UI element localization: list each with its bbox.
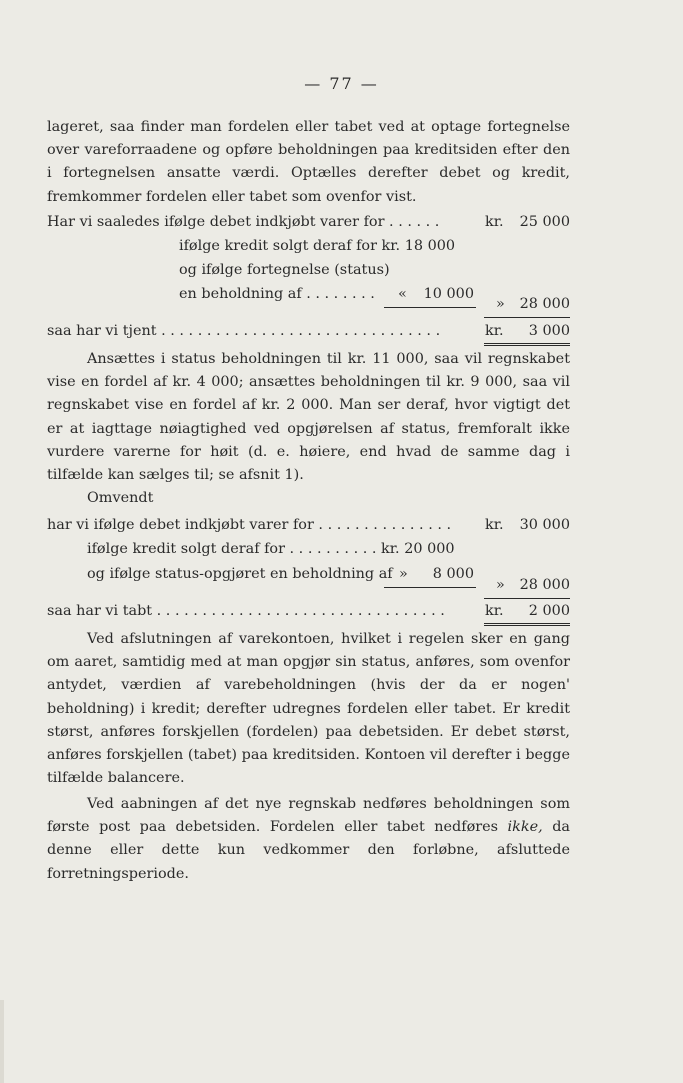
ex2-result: saa har vi tabt . . . . . . . . . . . . . . . . . . . . . . . . . . . . . . . .	[47, 603, 445, 619]
ex1-line-1: Har vi saaledes ifølge debet indkjøbt varer for . . . . . .	[47, 214, 440, 230]
ex1-line-2: ifølge kredit solgt deraf for kr. 18 000	[179, 238, 456, 254]
ex2-result-double-rule	[484, 623, 570, 626]
ex2-line-3-amount: 8 000	[432, 566, 474, 582]
paragraph-2-text: Ansættes i status beholdningen til kr. 11 000, saa vil regnskabet vise en fordel af kr. 4 000; ansættes beholdningen til kr. 9 000, saa vil regnskabet vise en fordel af kr. 2 000. Man ser deraf, hvor vigtigt det er at iagttage nøiagtighed ved opgjørelsen af status, fremforalt ikke vurdere varerne for høit (d. e. høiere, end hvad de samme dag i tilfælde kan sælges til; se afsnit 1).	[47, 351, 570, 484]
ex2-line-1-amount: 30 000	[519, 517, 570, 533]
ex2-line-1: har vi ifølge debet indkjøbt varer for . . . . . . . . . . . . . . .	[47, 517, 452, 533]
paragraph-4-part-b: da denne eller dette kun vedkommer den forløbne, afsluttede forretningsperiode.	[47, 819, 571, 882]
omvendt-label: Omvendt	[87, 490, 154, 507]
ex1-line-4: en beholdning af . . . . . . . .	[179, 286, 375, 302]
paragraph-1-text: lageret, saa finder man fordelen eller tabet ved at optage fortegnelse over vareforraadene og opføre beholdningen paa kreditsiden efter den i fortegnelsen ansatte værdi. Optælles derefter debet og kredit, fremkommer fordelen eller tabet som ovenfor vist.	[47, 119, 570, 205]
page-edge-shadow	[0, 1000, 4, 1083]
ex1-result-amount: 3 000	[528, 323, 570, 339]
ex1-sum-rule	[484, 317, 570, 318]
ex1-line-4-amount: 10 000	[423, 286, 474, 302]
ex1-line-3: og ifølge fortegnelse (status)	[179, 262, 390, 278]
ex2-sum-amount: 28 000	[519, 577, 570, 593]
paragraph-3-text: Ved afslutningen af varekontoen, hvilket i regelen sker en gang om aaret, samtidig med at man opgjør sin status, anføres, som ovenfor antydet, værdien af varebeholdningen (hvis der da er nogen' beholdning) i kredit; derefter udregnes fordelen eller tabet. Er kredit størst, anføres forskjellen (fordelen) paa debetsiden. Er debet størst, anføres forskjellen (tabet) paa kreditsiden. Kontoen vil derefter i begge tilfælde balancere.	[47, 631, 570, 787]
ex2-subtotal-rule	[384, 587, 476, 588]
ex1-sum-quote: »	[496, 296, 505, 312]
ex1-result-double-rule	[484, 343, 570, 346]
ex2-sum-quote: »	[496, 577, 505, 593]
ex2-line-1-kr: kr.	[485, 517, 504, 533]
paragraph-4	[47, 793, 570, 886]
ex2-line-2: ifølge kredit solgt deraf for . . . . . . . . . . kr. 20 000	[87, 541, 455, 557]
ex2-line-3: og ifølge status-opgjøret en beholdning af	[87, 566, 393, 582]
ex1-sum-amount: 28 000	[519, 296, 570, 312]
ex1-result-kr: kr.	[485, 323, 504, 339]
ex2-line-3-quote: »	[399, 566, 408, 582]
paragraph-4-text	[47, 793, 570, 886]
ex1-result: saa har vi tjent . . . . . . . . . . . . . . . . . . . . . . . . . . . . . . .	[47, 323, 441, 339]
page-number: — 77 —	[304, 74, 379, 93]
paragraph-1	[47, 116, 570, 209]
ex1-line-1-kr: kr.	[485, 214, 504, 230]
paragraph-3	[47, 628, 570, 790]
ex1-line-4-quote: «	[398, 286, 407, 302]
paragraph-4-emphasis: ikke,	[507, 819, 543, 836]
ex1-line-1-amount: 25 000	[519, 214, 570, 230]
ex2-result-amount: 2 000	[528, 603, 570, 619]
ex2-result-kr: kr.	[485, 603, 504, 619]
ex1-subtotal-rule	[384, 307, 476, 308]
paragraph-4-part-a: Ved aabningen af det nye regnskab nedføres beholdningen som første post paa debetsiden. Fordelen eller tabet nedføres	[47, 796, 570, 836]
paragraph-2	[47, 348, 570, 510]
ex2-sum-rule	[484, 598, 570, 599]
